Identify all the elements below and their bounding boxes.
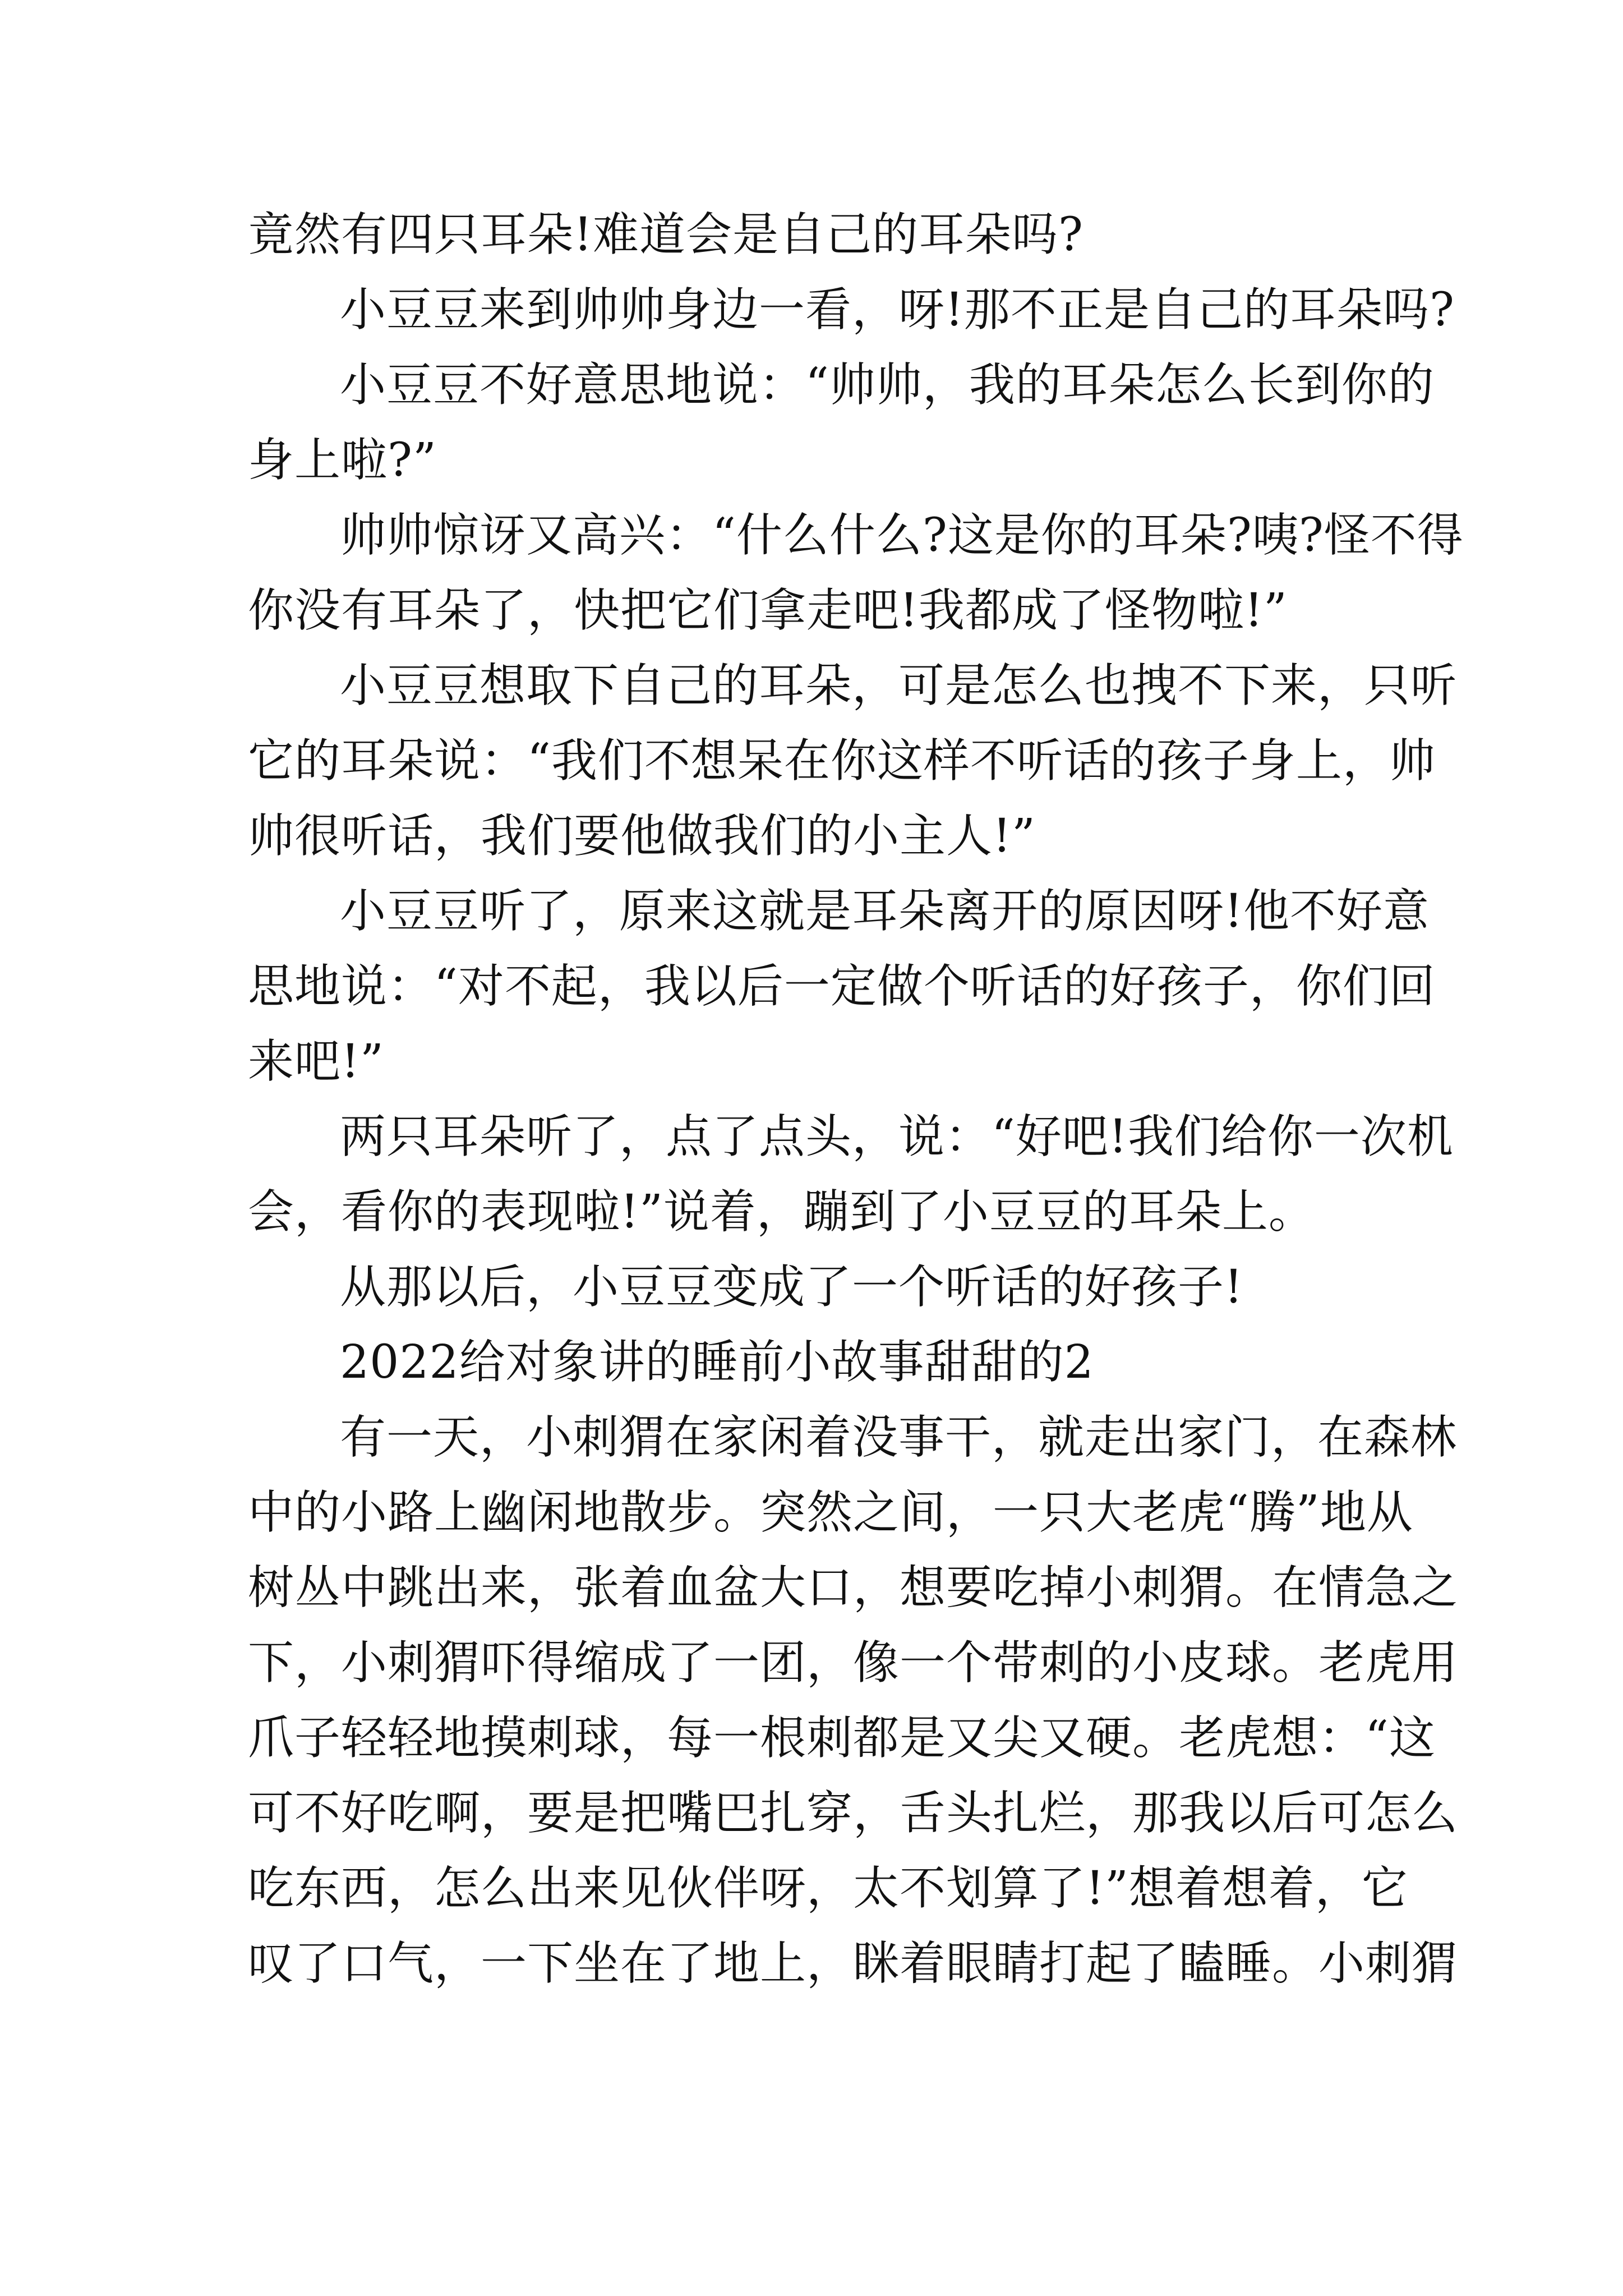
text-line: 帅帅惊讶又高兴：“什么什么?这是你的耳朵?咦?怪不得 <box>340 509 1464 562</box>
text-line: 小豆豆不好意思地说：“帅帅，我的耳朵怎么长到你的 <box>340 358 1435 412</box>
text-line: 帅很听话，我们要他做我们的小主人!” <box>248 809 1036 863</box>
section-heading: 2022给对象讲的睡前小故事甜甜的2 <box>340 1336 1094 1389</box>
text-line: 吃东西，怎么出来见伙伴呀，太不划算了!”想着想着，它 <box>248 1862 1408 1915</box>
text-line: 有一天，小刺猬在家闲着没事干，就走出家门，在森林 <box>340 1411 1458 1464</box>
text-line: 中的小路上幽闲地散步。突然之间，一只大老虎“腾”地从 <box>248 1486 1413 1539</box>
text-line: 会，看你的表现啦!”说着，蹦到了小豆豆的耳朵上。 <box>248 1185 1315 1239</box>
text-line: 小豆豆听了，原来这就是耳朵离开的原因呀!他不好意 <box>340 885 1430 938</box>
text-line: 你没有耳朵了，快把它们拿走吧!我都成了怪物啦!” <box>248 584 1288 637</box>
text-line: 从那以后，小豆豆变成了一个听话的好孩子! <box>340 1260 1243 1314</box>
text-line: 树丛中跳出来，张着血盆大口，想要吃掉小刺猬。在情急之 <box>248 1561 1459 1614</box>
text-line: 身上啦?” <box>248 434 437 487</box>
text-line: 小豆豆来到帅帅身边一看，呀!那不正是自己的耳朵吗? <box>340 283 1455 337</box>
text-line: 下，小刺猬吓得缩成了一团，像一个带刺的小皮球。老虎用 <box>248 1636 1459 1690</box>
text-line: 可不好吃啊，要是把嘴巴扎穿，舌头扎烂，那我以后可怎么 <box>248 1787 1459 1840</box>
story-text <box>248 197 1464 2001</box>
text-line: 两只耳朵听了，点了点头，说：“好吧!我们给你一次机 <box>340 1110 1454 1163</box>
text-line: 叹了口气，一下坐在了地上，眯着眼睛打起了瞌睡。小刺猬 <box>248 1937 1459 1990</box>
text-line: 竟然有四只耳朵!难道会是自己的耳朵吗? <box>248 208 1083 261</box>
text-line: 来吧!” <box>248 1035 384 1088</box>
text-line: 思地说：“对不起，我以后一定做个听话的好孩子，你们回 <box>248 960 1436 1013</box>
text-line: 它的耳朵说：“我们不想呆在你这样不听话的孩子身上，帅 <box>248 734 1436 788</box>
text-line: 爪子轻轻地摸刺球，每一根刺都是又尖又硬。老虎想：“这 <box>248 1711 1436 1765</box>
text-line: 小豆豆想取下自己的耳朵，可是怎么也拽不下来，只听 <box>340 659 1458 712</box>
